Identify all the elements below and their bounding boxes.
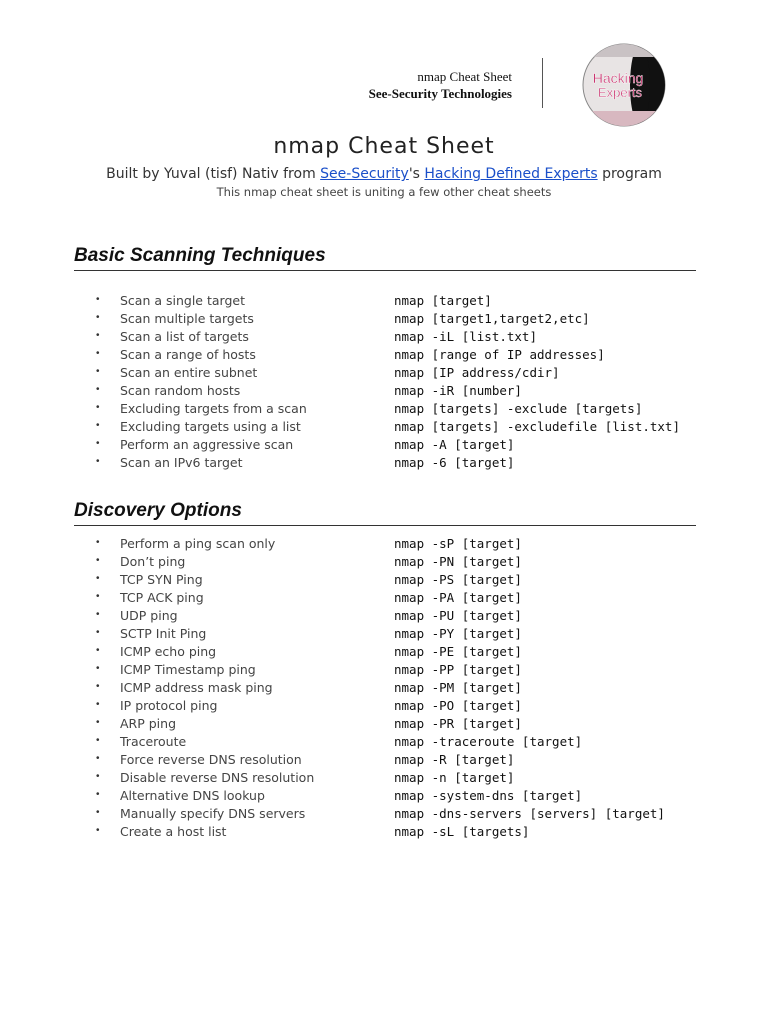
bullet-icon: • [96,348,100,359]
logo-text-hacking: Hacking [592,70,644,86]
bullet-icon: • [96,681,100,692]
list-item [74,419,696,437]
item-command: nmap -PM [target] [394,680,522,695]
item-description: IP protocol ping [120,698,218,713]
subtitle: This nmap cheat sheet is uniting a few other cheat sheets [216,185,552,199]
item-description: Scan a range of hosts [120,347,256,362]
item-description: Scan an entire subnet [120,365,258,380]
list-item [74,680,696,698]
bullet-icon: • [96,645,100,656]
header-title: nmap Cheat Sheet [417,69,512,84]
item-command: nmap [range of IP addresses] [394,347,605,362]
list-item [74,626,696,644]
item-command: nmap [targets] -excludefile [list.txt] [394,419,680,434]
bullet-icon: • [96,807,100,818]
header-divider [542,58,543,108]
list-item [74,293,696,311]
item-command: nmap -PA [target] [394,590,522,605]
section-discovery-options [74,500,696,842]
item-command: nmap -sP [target] [394,536,522,551]
item-description: ICMP echo ping [120,644,217,659]
item-description: Disable reverse DNS resolution [120,770,315,785]
item-description: Excluding targets using a list [120,419,301,434]
bullet-icon: • [96,312,100,323]
item-description: Scan a single target [120,293,245,308]
list-item [74,365,696,383]
bullet-icon: • [96,294,100,305]
item-command: nmap -PN [target] [394,554,522,569]
list-item [74,824,696,842]
list-item [74,788,696,806]
item-command: nmap -system-dns [target] [394,788,583,803]
list-item [74,590,696,608]
item-command: nmap -iL [list.txt] [394,329,537,344]
item-command: nmap -PO [target] [394,698,522,713]
list-item [74,437,696,455]
bullet-icon: • [96,573,100,584]
header-company: See-Security Technologies [368,86,512,101]
bullet-icon: • [96,591,100,602]
bullet-icon: • [96,366,100,377]
list-item [74,383,696,401]
item-command: nmap -iR [number] [394,383,522,398]
item-command: nmap -n [target] [394,770,515,785]
item-command: nmap [target1,target2,etc] [394,311,590,326]
list-item [74,455,696,473]
item-description: UDP ping [120,608,178,623]
list-item [74,572,696,590]
item-command: nmap -R [target] [394,752,515,767]
item-description: Scan random hosts [120,383,241,398]
item-command: nmap [IP address/cdir] [394,365,560,380]
bullet-icon: • [96,825,100,836]
see-security-link[interactable]: See-Security [320,166,409,182]
item-command: nmap -PS [target] [394,572,522,587]
bullet-icon: • [96,537,100,548]
list-item [74,716,696,734]
list-item [74,734,696,752]
byline-prefix: Built by Yuval (tisf) Nativ from [106,166,321,182]
item-description: Force reverse DNS resolution [120,752,302,767]
item-description: Alternative DNS lookup [120,788,265,803]
section-heading: Basic Scanning Techniques [74,245,696,271]
bullet-icon: • [96,402,100,413]
item-command: nmap -PP [target] [394,662,522,677]
item-description: Scan an IPv6 target [120,455,243,470]
item-command: nmap -PE [target] [394,644,522,659]
section-heading: Discovery Options [74,500,696,526]
byline-middle: 's [408,166,425,182]
bullet-icon: • [96,699,100,710]
list-item [74,806,696,824]
list-item [74,752,696,770]
item-description: Scan a list of targets [120,329,249,344]
bullet-icon: • [96,438,100,449]
item-command: nmap -PU [target] [394,608,522,623]
bullet-icon: • [96,456,100,467]
document-header [369,69,512,103]
item-description: Traceroute [120,734,187,749]
item-description: Manually specify DNS servers [120,806,306,821]
bullet-icon: • [96,627,100,638]
item-command: nmap -traceroute [target] [394,734,583,749]
list-item [74,401,696,419]
list-item [74,662,696,680]
command-list [74,536,696,842]
list-item [74,311,696,329]
item-command: nmap -6 [target] [394,455,515,470]
bullet-icon: • [96,555,100,566]
item-command: nmap [target] [394,293,492,308]
bullet-icon: • [96,384,100,395]
bullet-icon: • [96,663,100,674]
bullet-icon: • [96,420,100,431]
list-item [74,698,696,716]
item-command: nmap -PY [target] [394,626,522,641]
item-description: TCP SYN Ping [120,572,203,587]
list-item [74,554,696,572]
item-description: TCP ACK ping [120,590,204,605]
bullet-icon: • [96,753,100,764]
bullet-icon: • [96,330,100,341]
command-list [74,293,696,473]
item-description: Perform an aggressive scan [120,437,294,452]
list-item [74,329,696,347]
item-command: nmap -A [target] [394,437,515,452]
item-description: ICMP address mask ping [120,680,273,695]
item-description: ICMP Timestamp ping [120,662,256,677]
item-description: Perform a ping scan only [120,536,276,551]
list-item [74,608,696,626]
item-description: Scan multiple targets [120,311,254,326]
item-command: nmap -PR [target] [394,716,522,731]
list-item [74,347,696,365]
item-description: Create a host list [120,824,227,839]
byline [0,166,768,182]
bullet-icon: • [96,789,100,800]
item-description: Excluding targets from a scan [120,401,307,416]
list-item [74,770,696,788]
item-description: ARP ping [120,716,177,731]
byline-suffix: program [597,166,662,182]
bullet-icon: • [96,735,100,746]
list-item [74,536,696,554]
item-command: nmap -sL [targets] [394,824,530,839]
section-basic-scanning [74,245,696,473]
logo-text-experts: Experts [597,85,643,100]
item-description: SCTP Init Ping [120,626,207,641]
hacking-defined-experts-link[interactable]: Hacking Defined Experts [424,166,598,182]
page-title: nmap Cheat Sheet [273,134,495,159]
bullet-icon: • [96,717,100,728]
list-item [74,644,696,662]
bullet-icon: • [96,609,100,620]
item-command: nmap [targets] -exclude [targets] [394,401,643,416]
item-command: nmap -dns-servers [servers] [target] [394,806,665,821]
bullet-icon: • [96,771,100,782]
hacking-experts-logo [582,43,666,127]
item-description: Don’t ping [120,554,186,569]
